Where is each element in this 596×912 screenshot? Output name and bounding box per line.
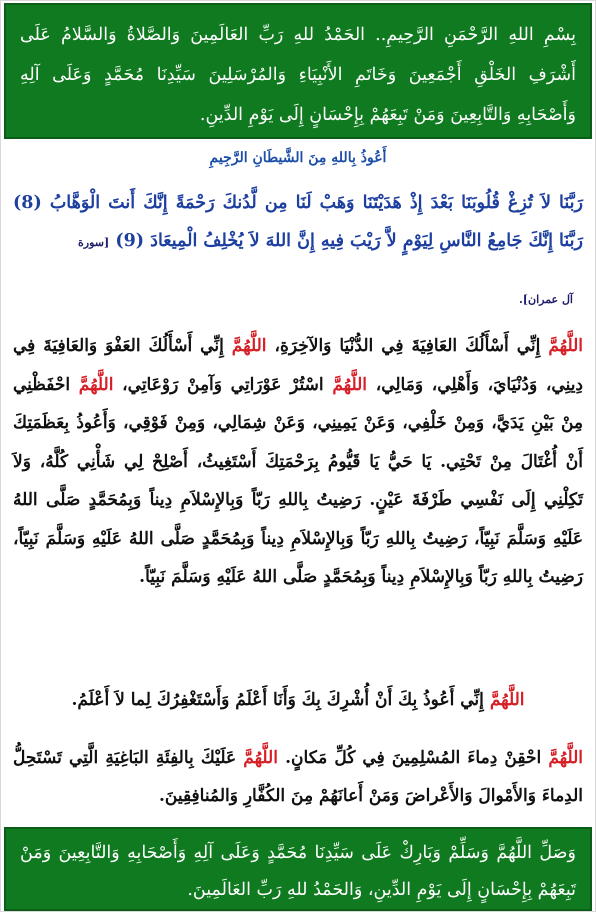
dua-text-4: احْفَظْنِي مِنْ بَيْنِ يَدَيَّ، وَمِنْ خَلْفِي، وَعَنْ يَمِينِي، وَعَنْ شِمَالِي، وَمِنْ فَوْقِي، وَأَعُوذُ بِعَظَمَتِكَ أَنْ أُغْتَالَ مِنْ تَحْتِي. يَا حَيُّ يَا قَيُّومُ بِرَحْمَتِكَ أَسْتَغِيثُ، أَصْلِحْ لِي شَأْنِي كُلَّهُ، وَلاَ تَكِلْنِي إِلَى نَفْسِي طَرْفَةَ عَيْنٍ. رَضِيتُ بِاللهِ رَبّاً وَبِالإِسْلاَمِ دِيناً وَبِمُحَمَّدٍ صَلَّى اللهُ عَلَيْهِ وَسَلَّمَ نَبِيّاً، رَضِيتُ بِاللهِ رَبّاً وَبِالإِسْلاَمِ دِيناً وَبِمُحَمَّدٍ صَلَّى اللهُ عَلَيْهِ وَسَلَّمَ نَبِيّاً، رَضِيتُ بِاللهِ رَبّاً وَبِالإِسْلاَمِ دِيناً وَبِمُحَمَّدٍ صَلَّى اللهُ عَلَيْهِ وَسَلَّمَ نَبِيّاً. bbox=[13, 374, 583, 587]
opening-banner bbox=[4, 3, 592, 139]
allahumma-3: اللَّهُمَّ bbox=[332, 374, 367, 395]
quran-verse bbox=[13, 184, 583, 262]
dua-text-6: احْقِنْ دِماءَ المُسْلِمِينَ فِي كُلِّ مَكانٍ. bbox=[285, 748, 542, 768]
dua-text-1: إِنِّي أَسْأَلُكَ العَافِيَةَ فِي الدُّنْيَا وَالآخِرَةِ، bbox=[274, 336, 541, 356]
verse-text: رَبَّنَا لاَ تُزِغْ قُلُوبَنَا بَعْدَ إِذْ هَدَيْتَنَا وَهَبْ لَنَا مِن لَّدُنكَ رَحْمَةً إِنَّكَ أَنتَ الْوَهَّابُ (8) رَبَّنَا إِنَّكَ جَامِعُ النَّاسِ لِيَوْمٍ لاَّ رَيْبَ فِيهِ إِنَّ اللهَ لاَ يُخْلِفُ الْمِيعَادَ (9) bbox=[13, 193, 583, 251]
closing-banner bbox=[4, 827, 592, 911]
allahumma-2: اللَّهُمَّ bbox=[231, 336, 267, 356]
verse-ref-surah: [سورة bbox=[78, 236, 110, 249]
dua-paragraph-3 bbox=[13, 739, 583, 815]
allahumma-5: اللَّهُمَّ bbox=[489, 690, 525, 710]
opening-text: بِسْمِ اللهِ الرَّحْمَنِ الرَّحِيمِ.. الحَمْدُ للهِ رَبِّ العَالَمِينَ وَالصَّلاةُ وَالسَّلامُ عَلَى أَشْرَفِ الخَلْقِ أَجْمَعِينَ وَخَاتَمِ الأَنْبِيَاءِ وَالمُرْسَلِينَ سَيِّدِنَا مُحَمَّدٍ وَعَلَى آلِهِ وَأَصْحَابِهِ وَالتَّابِعِينَ وَمَنْ تَبِعَهُمْ بِإِحْسَانٍ إِلَى يَوْمِ الدِّينِ. bbox=[20, 25, 576, 125]
dua-text-2: إِنِّي أَسْأَلُكَ العَفْوَ وَالعَافِيَةَ فِي دِينِي، وَدُنْيَايَ، وَأَهْلِي، وَمَالِي، bbox=[13, 336, 584, 395]
allahumma-1: اللَّهُمَّ bbox=[548, 336, 584, 356]
allahumma-6: اللَّهُمَّ bbox=[548, 748, 584, 768]
allahumma-4: اللَّهُمَّ bbox=[78, 374, 114, 395]
dua-text-7: عَلَيْكَ بِالفِئَةِ البَاغِيَةِ الَّتِي تَسْتَحِلُّ الدِماءَ وَالأَمْوالَ وَالأَعْراضَ وَمَنْ أَعانَهُمْ مِنَ الكُفَّارِ وَالمُنافِقِينَ. bbox=[13, 748, 583, 806]
dua-paragraph-1 bbox=[13, 327, 583, 597]
dua-text-3: اسْتُرْ عَوْرَاتِي وَآمِنْ رَوْعَاتِي، bbox=[122, 374, 324, 395]
istiadha-heading: أَعُوذُ بِاللهِ مِنَ الشَّيطَانِ الرَّجِيمِ bbox=[209, 150, 387, 166]
dua-paragraph-2 bbox=[13, 683, 583, 717]
allahumma-7: اللَّهُمَّ bbox=[243, 748, 278, 768]
dua-text-5: إِنِّي أَعُوذُ بِكَ أَنْ أُشْرِكَ بِكَ وَأَنَا أَعْلَمُ وَأَسْتَغْفِرُكَ لِما لاَ أَعْلَمُ. bbox=[71, 690, 484, 710]
closing-text: وَصَلِّ اللَّهُمَّ وَسَلِّمْ وَبَارِكْ عَلَى سَيِّدِنَا مُحَمَّدٍ وَعَلَى آلِهِ وَأَصْحَابِهِ وَالتَّابِعِينَ وَمَنْ تَبِعَهُمْ بِإِحْسَانٍ إِلَى يَوْمِ الدِّينِ، وَالحَمْدُ للهِ رَبِّ العَالَمِينَ. bbox=[20, 843, 576, 900]
verse-ref-name: آل عمران]. bbox=[518, 293, 573, 306]
